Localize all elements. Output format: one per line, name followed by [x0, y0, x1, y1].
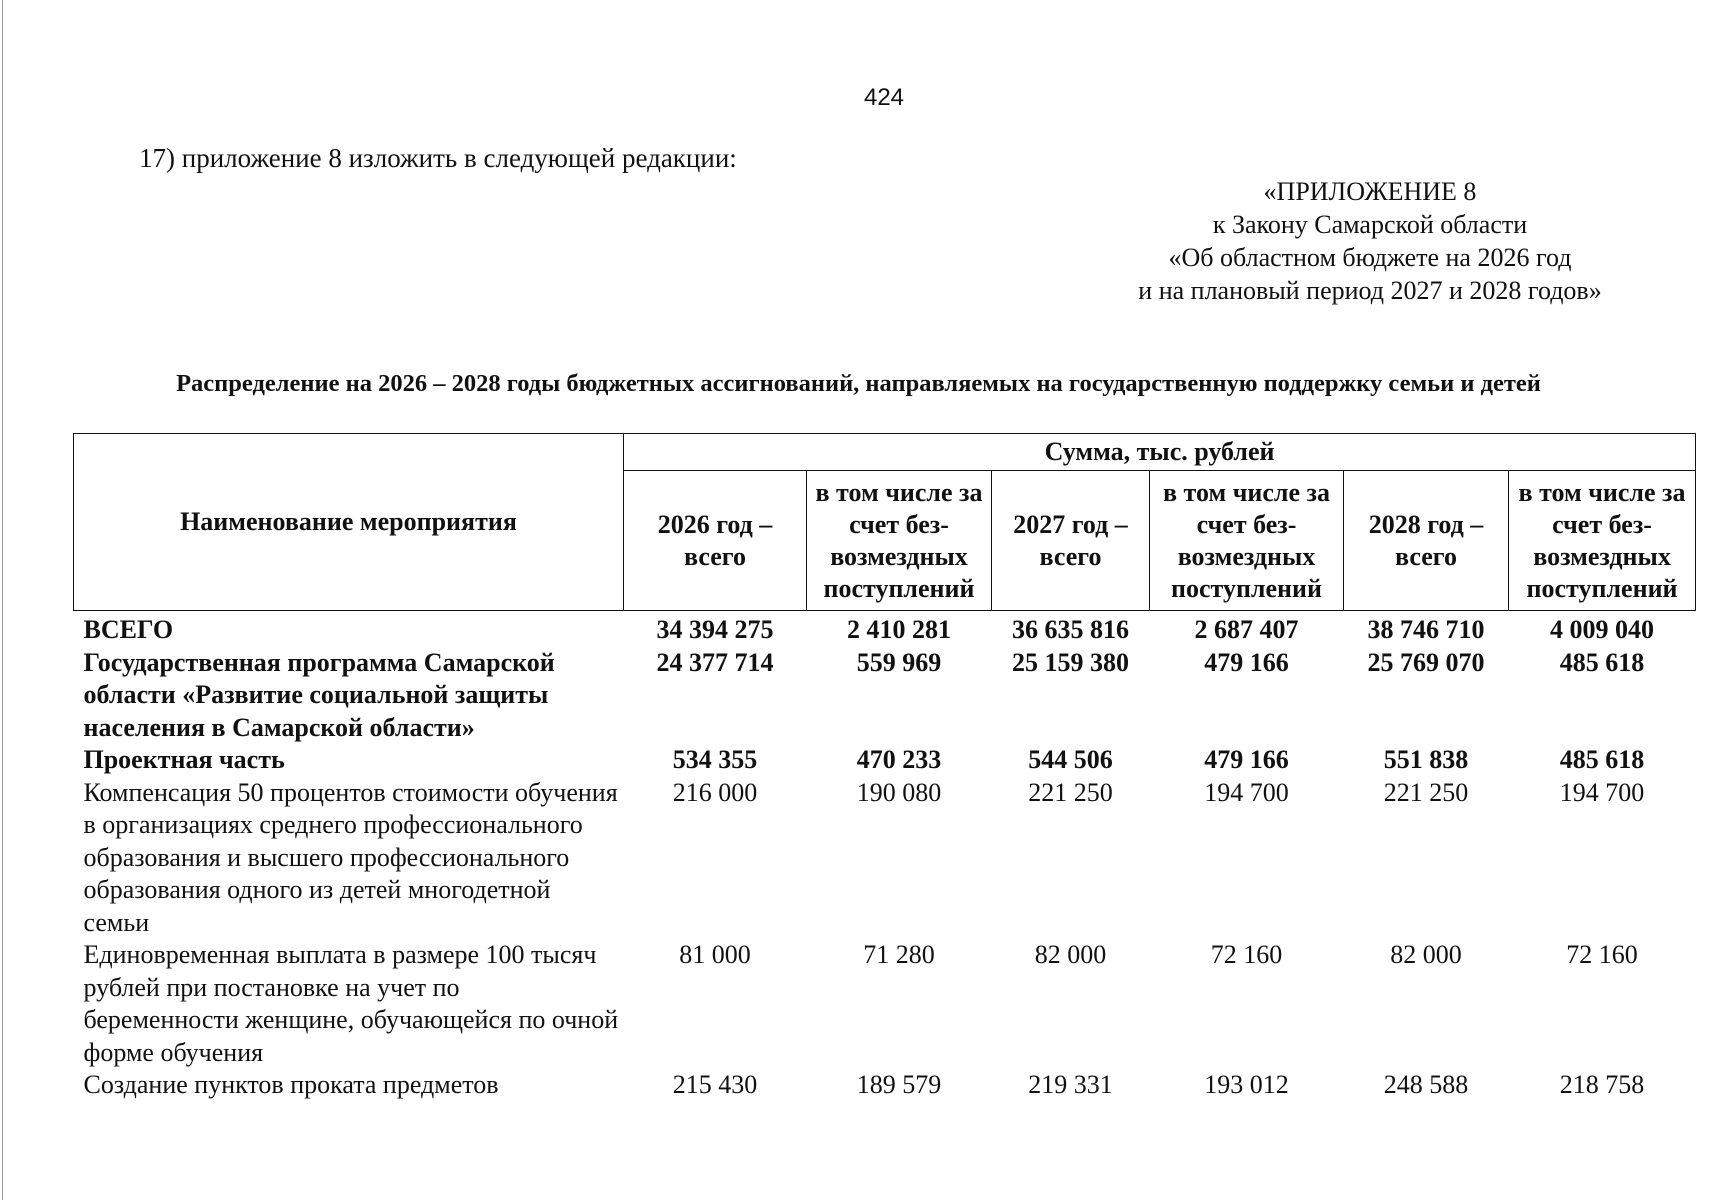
cell-value: 72 160 — [1210, 940, 1283, 969]
column-header-2027-total: 2027 год – всего — [992, 471, 1150, 611]
row-name: Единовременная выплата в размере 100 тысяч рублей при постановке на учет по беременности женщине, обучающейся по очной форме обучения — [83, 940, 619, 1067]
cell-value: 219 331 — [1028, 1070, 1113, 1099]
cell-value: 25 159 380 — [1012, 647, 1129, 677]
cell-value: 194 700 — [1204, 777, 1289, 807]
page-edge-line — [2, 0, 3, 1200]
cell-value: 81 000 — [679, 940, 751, 969]
table-row-rental-points — [74, 1069, 1696, 1102]
cell-value: 485 618 — [1559, 745, 1645, 774]
intro-text: 17) приложение 8 изложить в следующей редакции: — [139, 143, 737, 173]
cell-value: 216 000 — [672, 777, 758, 807]
appendix-header — [1050, 175, 1690, 307]
cell-value: 34 394 275 — [656, 615, 774, 644]
appendix-line-4: и на плановый период 2027 и 2028 годов» — [1138, 276, 1602, 305]
column-header-name: Наименование мероприятия — [74, 434, 624, 611]
cell-value: 189 579 — [856, 1070, 942, 1099]
cell-value: 221 250 — [1383, 777, 1469, 807]
cell-value: 82 000 — [1034, 940, 1107, 969]
cell-value: 72 160 — [1566, 940, 1638, 969]
cell-value: 2 410 281 — [847, 615, 951, 644]
cell-value: 36 635 816 — [1012, 615, 1129, 644]
cell-value: 470 233 — [856, 745, 942, 774]
column-header-2026-grants: в том числе за счет без-возмездных поступлений — [807, 471, 992, 611]
cell-value: 71 280 — [863, 940, 935, 969]
cell-value: 479 166 — [1204, 745, 1289, 774]
cell-value: 190 080 — [856, 777, 942, 807]
cell-value: 559 969 — [856, 647, 942, 677]
appendix-line-2: к Закону Самарской области — [1212, 210, 1528, 239]
cell-value: 194 700 — [1559, 777, 1645, 807]
table-row-tuition-compensation — [74, 777, 1696, 940]
cell-value: 534 355 — [672, 745, 758, 774]
appendix-line-1: «ПРИЛОЖЕНИЕ 8 — [1263, 177, 1477, 206]
column-header-2028-grants: в том числе за счет без-возмездных поступлений — [1509, 471, 1696, 611]
row-name: Проектная часть — [83, 745, 285, 774]
column-group-sum: Сумма, тыс. рублей — [624, 434, 1696, 471]
cell-value: 218 758 — [1559, 1070, 1645, 1099]
column-header-2026-total: 2026 год – всего — [624, 471, 807, 611]
row-name: Государственная программа Самарской области «Развитие социальной защиты населения в Самарской области» — [83, 647, 555, 742]
table-row-total — [74, 611, 1696, 647]
column-header-2027-grants: в том числе за счет без-возмездных поступлений — [1150, 471, 1344, 611]
table-row-state-program — [74, 647, 1696, 745]
table-row-one-time-payment — [74, 939, 1696, 1069]
row-name: Компенсация 50 процентов стоимости обучения в организациях среднего профессионального образования и высшего профессионального образования одного из детей многодетной семьи — [83, 777, 618, 937]
cell-value: 215 430 — [672, 1070, 758, 1099]
page-number: 424 — [863, 84, 905, 111]
cell-value: 25 769 070 — [1367, 647, 1485, 677]
cell-value: 221 250 — [1028, 777, 1113, 807]
table-row-project-part — [74, 744, 1696, 777]
cell-value: 248 588 — [1383, 1070, 1469, 1099]
budget-table — [73, 433, 1696, 1102]
cell-value: 544 506 — [1028, 745, 1113, 774]
cell-value: 4 009 040 — [1550, 615, 1655, 644]
cell-value: 24 377 714 — [656, 647, 774, 677]
row-name: ВСЕГО — [83, 615, 174, 644]
column-header-2028-total: 2028 год – всего — [1344, 471, 1509, 611]
cell-value: 479 166 — [1204, 647, 1289, 677]
cell-value: 485 618 — [1559, 647, 1645, 677]
row-name: Создание пунктов проката предметов — [83, 1070, 499, 1099]
appendix-line-3: «Об областном бюджете на 2026 год — [1168, 243, 1572, 272]
cell-value: 193 012 — [1204, 1070, 1289, 1099]
cell-value: 82 000 — [1390, 940, 1462, 969]
cell-value: 551 838 — [1383, 745, 1469, 774]
table-title: Распределение на 2026 – 2028 годы бюджетных ассигнований, направляемых на государственную поддержку семьи и детей — [176, 370, 1541, 397]
cell-value: 38 746 710 — [1367, 615, 1485, 644]
cell-value: 2 687 407 — [1194, 615, 1299, 644]
